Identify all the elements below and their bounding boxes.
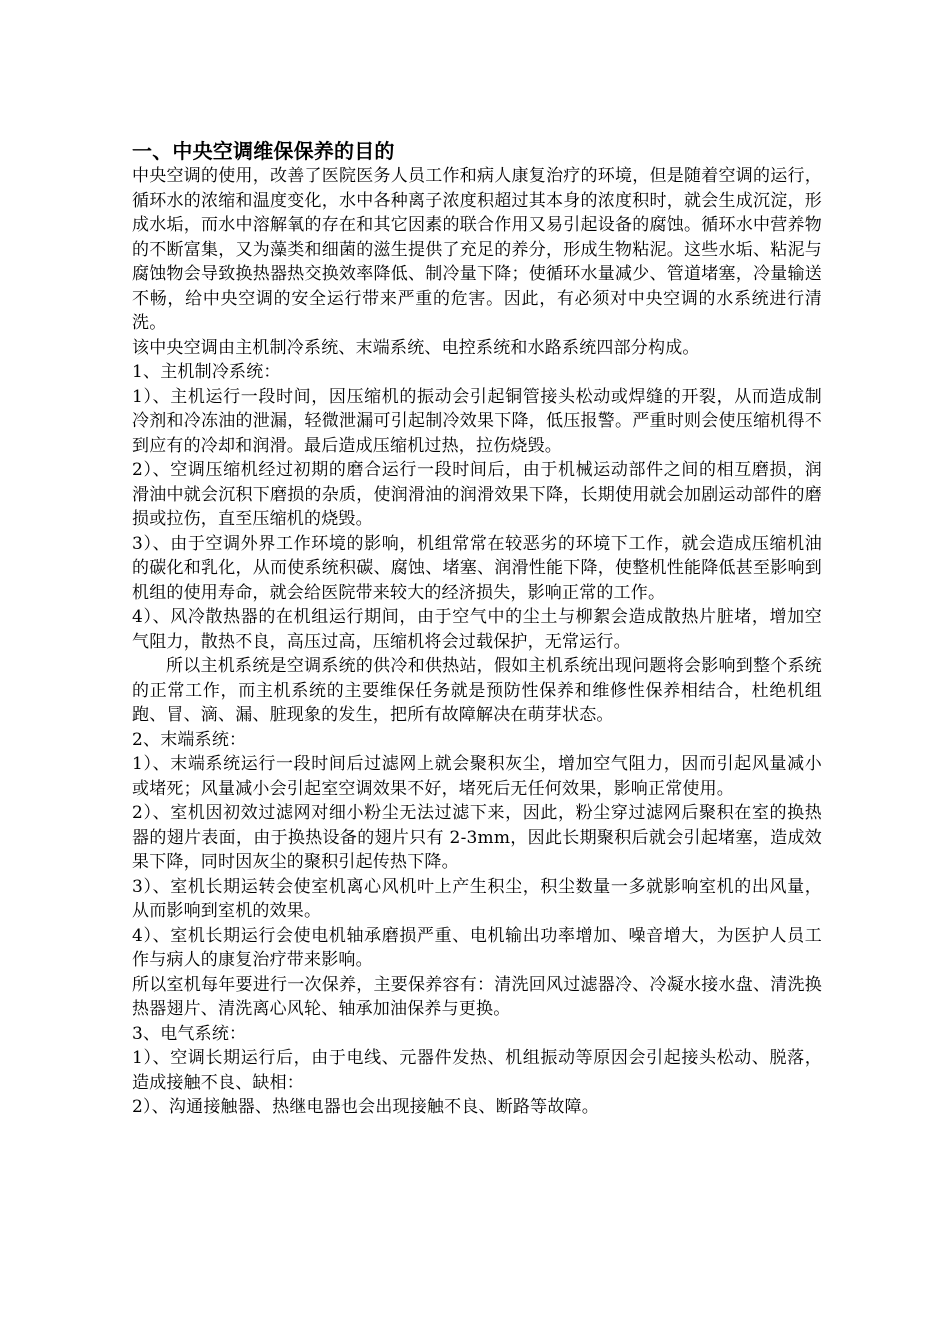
summary-paragraph-1: 所以主机系统是空调系统的供冷和供热站，假如主机系统出现问题将会影响到整个系统的正常工作，而主机系统的主要维保任务就是预防性保养和维修性保养相结合，杜绝机组跑、冒、滴、漏、脏现象的发生，把所有故障解决在萌芽状态。 <box>132 656 822 725</box>
list-item-1-1: 1）、主机运行一段时间，因压缩机的振动会引起铜管接头松动或焊缝的开裂，从而造成制冷剂和冷冻油的泄漏，轻微泄漏可引起制冷效果下降，低压报警。严重时则会使压缩机得不到应有的冷却和润滑。最后造成压缩机过热，拉伤烧毁。 <box>132 386 822 456</box>
list-item-2-1: 1）、末端系统运行一段时间后过滤网上就会聚积灰尘，增加空气阻力，因而引起风量减小或堵死；风量减小会引起室空调效果不好，堵死后无任何效果，影响正常使用。 <box>132 754 822 799</box>
list-item-1-3: 3）、由于空调外界工作环境的影响，机组常常在较恶劣的环境下工作，就会造成压缩机油的碳化和乳化，从而使系统积碳、腐蚀、堵塞、润滑性能下降，使整机性能降低甚至影响到机组的使用寿命，就会给医院带来较大的经济损失，影响正常的工作。 <box>132 533 822 603</box>
list-item-1-4: 4）、风冷散热器的在机组运行期间，由于空气中的尘土与柳絮会造成散热片脏堵，增加空气阻力，散热不良，高压过高，压缩机将会过载保护，无常运行。 <box>132 607 822 652</box>
list-item-2-4: 4）、室机长期运行会使电机轴承磨损严重、电机输出功率增加、噪音增大，为医护人员工作与病人的康复治疗带来影响。 <box>132 925 822 970</box>
summary-paragraph-2: 所以室机每年要进行一次保养，主要保养容有：清洗回风过滤器冷、冷凝水接水盘、清洗换热器翅片、清洗离心风轮、轴承加油保养与更换。 <box>132 974 822 1019</box>
subsection-heading-1: 1、主机制冷系统： <box>132 362 281 382</box>
list-item-3-2: 2）、沟通接触器、热继电器也会出现接触不良、断路等故障。 <box>132 1097 599 1117</box>
list-item-1-2: 2）、空调压缩机经过初期的磨合运行一段时间后，由于机械运动部件之间的相互磨损，润滑油中就会沉积下磨损的杂质，使润滑油的润滑效果下降，长期使用就会加剧运动部件的磨损或拉伤，直至压缩机的烧毁。 <box>132 460 822 529</box>
composition-paragraph: 该中央空调由主机制冷系统、末端系统、电控系统和水路系统四部分构成。 <box>132 337 700 358</box>
list-item-2-2: 2）、室机因初效过滤网对细小粉尘无法过滤下来，因此，粉尘穿过滤网后聚积在室的换热器的翅片表面，由于换热设备的翅片只有 2-3mm，因此长期聚积后就会引起堵塞，造成效果下降，同时因灰尘的聚积引起传热下降。 <box>132 803 822 872</box>
subsection-heading-2: 2、末端系统： <box>132 729 247 750</box>
list-item-3-1: 1）、空调长期运行后，由于电线、元器件发热、机组振动等原因会引起接头松动、脱落，造成接触不良、缺相： <box>132 1048 822 1093</box>
subsection-heading-3: 3、电气系统： <box>132 1023 247 1044</box>
document-body <box>132 138 822 1120</box>
intro-paragraph: 中央空调的使用，改善了医院医务人员工作和病人康复治疗的环境，但是随着空调的运行，循环水的浓缩和温度变化，水中各种离子浓度积超过其本身的浓度积时，就会生成沉淀，形成水垢，而水中溶解氧的存在和其它因素的联合作用又易引起设备的腐蚀。循环水中营养物的不断富集，又为藻类和细菌的滋生提供了充足的养分，形成生物粘泥。这些水垢、粘泥与腐蚀物会导致换热器热交换效率降低、制冷量下降；使循环水量减少、管道堵塞，冷量输送不畅，给中央空调的安全运行带来严重的危害。因此，有必须对中央空调的水系统进行清洗。 <box>132 166 822 333</box>
list-item-2-3: 3）、室机长期运转会使室机离心风机叶上产生积尘，积尘数量一多就影响室机的出风量，从而影响到室机的效果。 <box>132 876 822 921</box>
section-heading: 一、中央空调维保保养的目的 <box>132 139 395 163</box>
